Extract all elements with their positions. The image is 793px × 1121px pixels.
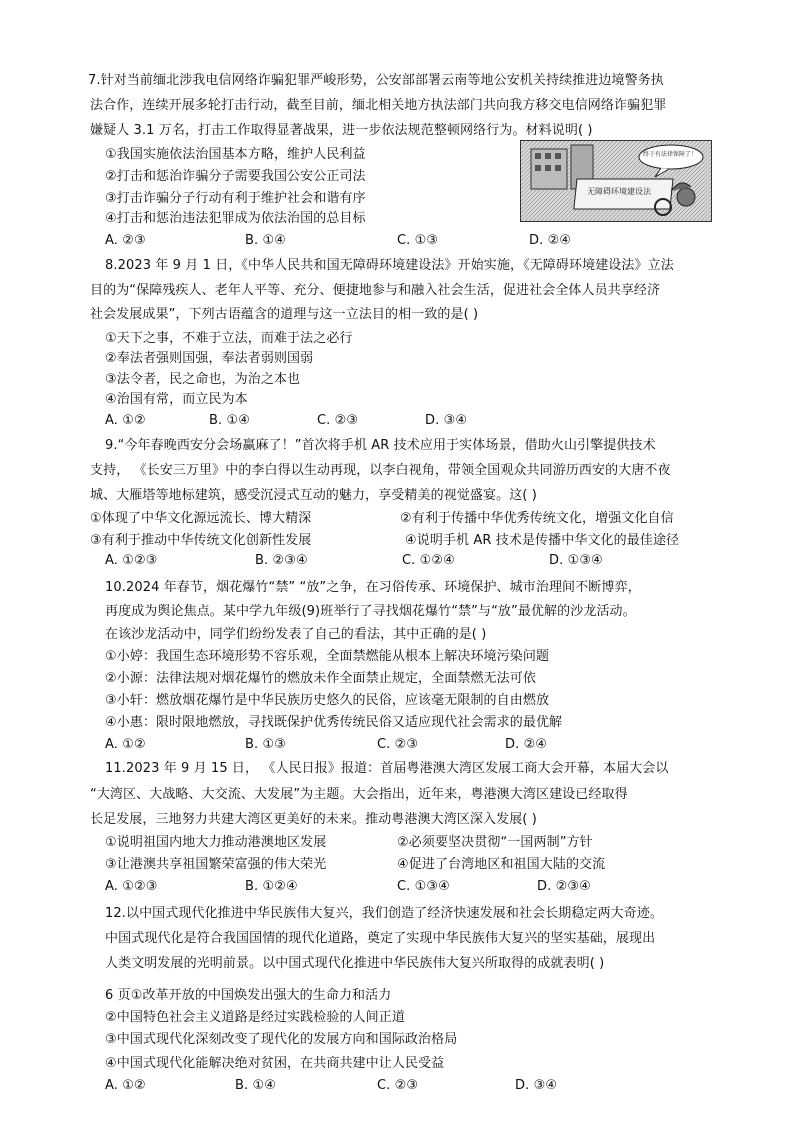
q11-statements-row1 [105,834,705,852]
q12-option-c: C. ②③ [377,1078,419,1093]
q9-option-d: D. ①③④ [549,553,603,568]
q10-statement-4: ④小惠：限时限地燃放，寻找既保护优秀传统民俗又适应现代社会需求的最优解 [105,715,563,730]
q7-stem-line2: 法合作，连续开展多轮打击行动，截至目前，缅北相关地方执法部门共向我方移交电信网络诈骗犯罪 [90,98,667,113]
q8-stem-line1: 8.2023 年 9 月 1 日，《中华人民共和国无障碍环境建设法》开始实施，《无障碍环境建设法》立法 [105,258,674,273]
q10-stem-line2: 再度成为舆论焦点。某中学九年级(9)班举行了寻找烟花爆竹“禁”与“放”最优解的沙龙活动。 [105,604,636,619]
q9-statement-4: ④说明手机 AR 技术是传播中华文化的最佳途径 [405,533,680,548]
q8-stem-line3: 社会发展成果”，下列古语蕴含的道理与这一立法目的相一致的是( ) [90,307,479,322]
q8-option-a: A. ①② [105,413,146,428]
q9-statement-3: ③有利于推动中华传统文化创新性发展 [90,533,312,548]
q11-option-a: A. ①②③ [105,879,158,894]
q8-statement-3: ③法令者，民之命也，为治之本也 [105,372,301,387]
q8-stem-line2: 目的为“保障残疾人、老年人平等、充分、便捷地参与和融入社会生活，促进社会全体人员共享经济 [90,283,661,298]
q9-statement-1: ①体现了中华文化源远流长、博大精深 [90,511,312,526]
q9-option-c: C. ①②④ [402,553,455,568]
q7-option-c: C. ①③ [397,233,439,248]
q11-option-d: D. ②③④ [537,879,591,894]
q9-options [105,552,665,570]
q7-option-b: B. ①④ [245,233,286,248]
q10-option-d: D. ②④ [505,737,548,752]
q7-statement-3: ③打击诈骗分子行动有利于维护社会和谐有序 [105,191,366,206]
q12-stem-line1: 12.以中国式现代化推进中华民族伟大复兴，我们创造了经济快速发展和社会长期稳定两大奇迹。 [105,906,664,921]
q8-statement-2: ②奉法者强则国强，奉法者弱则国弱 [105,351,314,366]
q9-stem-line3: 城、大雁塔等地标建筑，感受沉浸式互动的魅力，享受精美的视觉盛宴。这( ) [90,488,537,503]
q10-stem-line3: 在该沙龙活动中，同学们纷纷发表了自己的看法，其中正确的是( ) [105,627,487,642]
q8-option-d: D. ③④ [425,413,468,428]
q11-stem-line2: “大湾区、大战略、大交流、大发展”为主题。大会指出，近年来，粤港澳大湾区建设已经取得 [90,787,628,802]
q7-option-d: D. ②④ [529,233,572,248]
q10-option-c: C. ②③ [377,737,419,752]
q7-option-a: A. ②③ [105,233,146,248]
q12-option-a: A. ①② [105,1078,146,1093]
q9-stem-line1: 9.“今年春晚西安分会场赢麻了！”首次将手机 AR 技术应用于实体场景，借助火山引擎提供技术 [105,438,656,453]
q11-stem-line1: 11.2023 年 9 月 15 日， 《人民日报》报道：首届粤港澳大湾区发展工商大会开幕，本届大会以 [105,761,669,776]
cartoon-bubble-text: 终于有法律保障了！ [643,151,698,158]
q9-option-b: B. ②③④ [255,553,308,568]
q7-options [105,232,605,250]
q7-statement-2: ②打击和惩治诈骗分子需要我国公安公正司法 [105,169,366,184]
q11-options [105,878,665,896]
q9-statements-row1 [90,510,690,528]
q11-statement-3: ③让港澳共享祖国繁荣富强的伟大荣光 [105,857,327,872]
q12-statement-4: ④中国式现代化能解决绝对贫困，在共商共建中让人民受益 [105,1056,445,1071]
q12-stem-line2: 中国式现代化是符合我国国情的现代化道路，奠定了实现中华民族伟大复兴的坚实基础，展现出 [105,931,656,946]
q10-statement-2: ②小源：法律法规对烟花爆竹的燃放未作全面禁止规定，全面禁燃无法可依 [105,671,536,686]
q8-statement-4: ④治国有常，而立民为本 [105,392,248,407]
q12-stem-line3: 人类文明发展的光明前景。以中国式现代化推进中华民族伟大复兴所取得的成就表明( ) [105,956,605,971]
q7-statement-4: ④打击和惩治违法犯罪成为依法治国的总目标 [105,211,366,226]
q12-statement-2: ②中国特色社会主义道路是经过实践检验的人间正道 [105,1010,405,1025]
q11-statement-2: ②必须要坚决贯彻“一国两制”方针 [397,835,593,850]
q8-options [105,412,505,430]
q12-options [105,1077,665,1095]
cartoon-image [520,140,712,222]
q10-statement-1: ①小婷：我国生态环境形势不容乐观，全面禁燃能从根本上解决环境污染问题 [105,649,550,664]
q7-stem-line1: 7.针对当前缅北涉我电信网络诈骗犯罪严峻形势，公安部部署云南等地公安机关持续推进边境警务执 [88,73,664,88]
q12-statement-1: 6 页①改革开放的中国焕发出强大的生命力和活力 [105,988,392,1003]
q11-statements-row2 [105,856,705,874]
q10-statement-3: ③小轩：燃放烟花爆竹是中华民族历史悠久的民俗，应该毫无限制的自由燃放 [105,693,550,708]
q12-option-b: B. ①④ [235,1078,276,1093]
q9-option-a: A. ①②③ [105,553,158,568]
cartoon-sign-text: 无障碍环境建设法 [587,187,651,196]
q10-option-b: B. ①③ [245,737,286,752]
q7-stem-line3: 嫌疑人 3.1 万名，打击工作取得显著战果，进一步依法规范整顿网络行为。材料说明( ) [90,123,593,138]
q8-statement-1: ①天下之事，不难于立法，而难于法之必行 [105,331,353,346]
q7-statement-1: ①我国实施依法治国基本方略，维护人民利益 [105,147,366,162]
q11-stem-line3: 长足发展，三地努力共建大湾区更美好的未来。推动粤港澳大湾区深入发展( ) [90,812,537,827]
q12-option-d: D. ③④ [515,1078,558,1093]
q10-stem-line1: 10.2024 年春节，烟花爆竹“禁” “放”之争，在习俗传承、环境保护、城市治理间不断博弈， [105,580,641,595]
q10-option-a: A. ①② [105,737,146,752]
q12-statement-3: ③中国式现代化深刻改变了现代化的发展方向和国际政治格局 [105,1032,458,1047]
q11-statement-4: ④促进了台湾地区和祖国大陆的交流 [397,857,606,872]
q11-option-c: C. ①③④ [397,879,450,894]
q11-option-b: B. ①②④ [245,879,298,894]
q10-options [105,736,665,754]
q9-stem-line2: 支持， 《长安三万里》中的李白得以生动再现，以李白视角，带领全国观众共同游历西安的大唐不夜 [90,463,671,478]
q8-option-c: C. ②③ [317,413,359,428]
q11-statement-1: ①说明祖国内地大力推动港澳地区发展 [105,835,327,850]
q8-option-b: B. ①④ [209,413,250,428]
q9-statements-row2 [90,532,690,550]
q9-statement-2: ②有利于传播中华优秀传统文化，增强文化自信 [400,511,674,526]
